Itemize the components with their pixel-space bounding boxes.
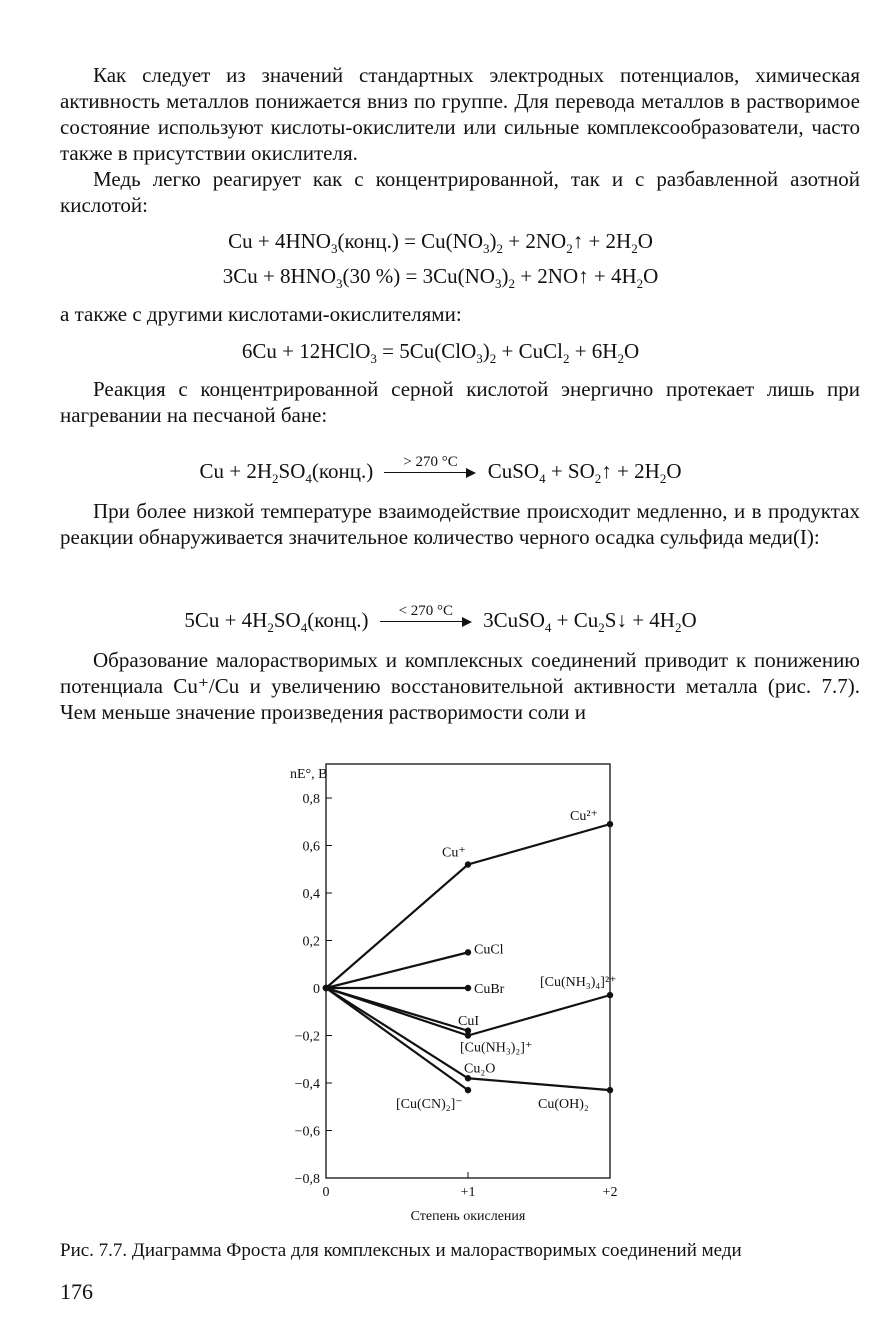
species-label: Cu⁺	[442, 845, 466, 861]
y-tick-label: −0,6	[294, 1124, 320, 1140]
y-axis-label: nE°, В	[290, 767, 328, 782]
y-tick-label: −0,2	[294, 1029, 320, 1045]
data-point	[465, 1087, 471, 1093]
species-label: Cu(OH)₂	[538, 1097, 589, 1113]
y-tick-label: 0,2	[302, 934, 320, 950]
species-label: [Cu(NH₃)₂]⁺	[460, 1040, 533, 1056]
x-tick-label: 0	[322, 1185, 330, 1200]
equation-sulfuric-cold: $5Cu + 4H_2SO_4(конц.)$ < 270 °C 3CuSO$_4$ + $Cu_2S↓ + 4H_2O$	[184, 603, 697, 636]
x-tick-label: +1	[460, 1185, 476, 1200]
species-label: CuBr	[474, 982, 505, 997]
y-tick-label: 0	[313, 982, 320, 997]
reaction-arrow	[380, 603, 472, 629]
paragraph-sulfuric-cold: При более низкой температуре взаимодействие происходит медленно, и в продуктах реакции обнаруживается значительное количество черного осадка сульфида меди(I):	[60, 499, 860, 549]
paragraph-nitric-acid: Медь легко реагирует как с концентрированной, так и с разбавленной азотной кислотой:	[60, 167, 860, 217]
y-tick-label: 0,6	[302, 839, 320, 855]
x-axis-label: Степень окисления	[410, 1209, 526, 1224]
data-point	[465, 1032, 471, 1038]
reaction-condition: > 270 °C	[403, 454, 458, 471]
reaction-condition: < 270 °C	[398, 603, 454, 620]
paragraph-other-acids: а также с другими кислотами-окислителями:	[60, 302, 462, 326]
y-tick-label: −0,8	[294, 1172, 320, 1187]
paragraph-sulfuric-hot: Реакция с концентрированной серной кислотой энергично протекает лишь при нагревании на песчаной бане:	[60, 377, 860, 427]
y-tick-label: −0,4	[294, 1077, 320, 1092]
page-number: 176	[60, 1279, 93, 1304]
paragraph-complexes: Образование малорастворимых и комплексных соединений приводит к понижению потенциала Cu⁺/Cu и увеличению восстановительной активности металла (рис. 7.7). Чем меньше значение произведения растворимости соли и	[60, 648, 860, 724]
frost-diagram	[270, 750, 640, 1230]
plot-frame	[326, 764, 610, 1178]
data-point	[607, 992, 613, 998]
equation-concentrated-nitric: $Cu + 4HNO_3(конц.) = Cu(NO_3)_2$ + $2NO_2↑ + 2H_2O$	[228, 229, 653, 257]
paragraph-intro: Как следует из значений стандартных электродных потенциалов, химическая активность металлов понижается вниз по группе. Для перевода металлов в растворимое состояние используют кислоты-окислители или сильные комплексообразователи, часто также в присутствии окислителя.	[60, 63, 860, 165]
series-line	[326, 824, 610, 988]
y-tick-label: 0,8	[302, 792, 320, 807]
x-tick-label: +2	[602, 1185, 618, 1200]
species-label: [Cu(CN)₂]⁻	[396, 1097, 463, 1113]
y-tick-label: 0,4	[302, 887, 320, 902]
data-point	[465, 985, 471, 991]
species-label: Cu₂O	[464, 1061, 496, 1077]
species-label: Cu²⁺	[570, 809, 598, 825]
series-line	[326, 988, 468, 1090]
equation-dilute-nitric: $3Cu + 8HNO_3(30$ %) = $3Cu(NO_3)_2$ + 2NO↑ + $4H_2O$	[222, 264, 659, 292]
figure-caption: Рис. 7.7. Диаграмма Фроста для комплексных и малорастворимых соединений меди	[60, 1240, 742, 1261]
reaction-arrow	[384, 454, 476, 480]
species-label: CuCl	[474, 942, 504, 958]
data-point	[323, 985, 329, 991]
species-label: CuI	[458, 1013, 479, 1029]
data-point	[465, 949, 471, 955]
species-label: [Cu(NH₃)₄]²⁺	[540, 975, 617, 991]
data-point	[465, 861, 471, 867]
data-point	[607, 821, 613, 827]
data-point	[607, 1087, 613, 1093]
equation-chloric-acid: 6Cu + 12HClO$_3$ = $5Cu(ClO_3)_2$ + CuCl$_2$ + $6H_2O$	[241, 339, 640, 367]
equation-sulfuric-hot: $Cu + 2H_2SO_4(конц.)$ > 270 °C CuSO$_4$ + $SO_2↑ + 2H_2O$	[199, 454, 682, 487]
